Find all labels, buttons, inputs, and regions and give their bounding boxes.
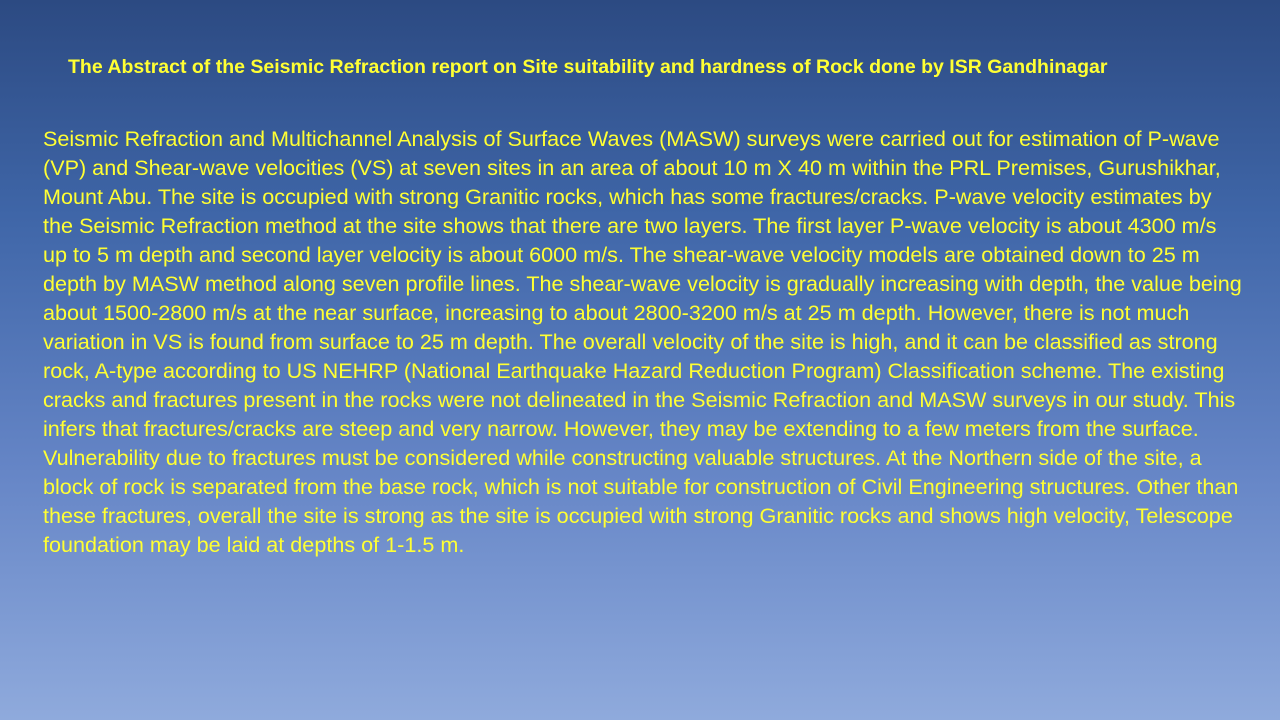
slide-title: The Abstract of the Seismic Refraction report on Site suitability and hardness of Rock done by ISR Gandhinagar bbox=[68, 56, 1108, 78]
abstract-text: Seismic Refraction and Multichannel Analysis of Surface Waves (MASW) surveys were carried out for estimation of P-wave (VP) and Shear-wave velocities (VS) at seven sites in an area of about 10 m X 40 m within the PRL Premises, Gurushikhar, Mount Abu. The site is occupied with strong Granitic rocks, which has some fractures/cracks. P-wave velocity estimates by the Seismic Refraction method at the site shows that there are two layers. The first layer P-wave velocity is about 4300 m/s up to 5 m depth and second layer velocity is about 6000 m/s. The shear-wave velocity models are obtained down to 25 m depth by MASW method along seven profile lines. The shear-wave velocity is gradually increasing with depth, the value being about 1500-2800 m/s at the near surface, increasing to about 2800-3200 m/s at 25 m depth. However, there is not much variation in VS is found from surface to 25 m depth. The overall velocity of the site is high, and it can be classified as strong rock, A-type according to US NEHRP (National Earthquake Hazard Reduction Program) Classification scheme. The existing cracks and fractures present in the rocks were not delineated in the Seismic Refraction and MASW surveys in our study. This infers that fractures/cracks are steep and very narrow. However, they may be extending to a few meters from the surface. Vulnerability due to fractures must be considered while constructing valuable structures. At the Northern side of the site, a block of rock is separated from the base rock, which is not suitable for construction of Civil Engineering structures. Other than these fractures, overall the site is strong as the site is occupied with strong Granitic rocks and shows high velocity, Telescope foundation may be laid at depths of 1-1.5 m. bbox=[43, 126, 1242, 557]
